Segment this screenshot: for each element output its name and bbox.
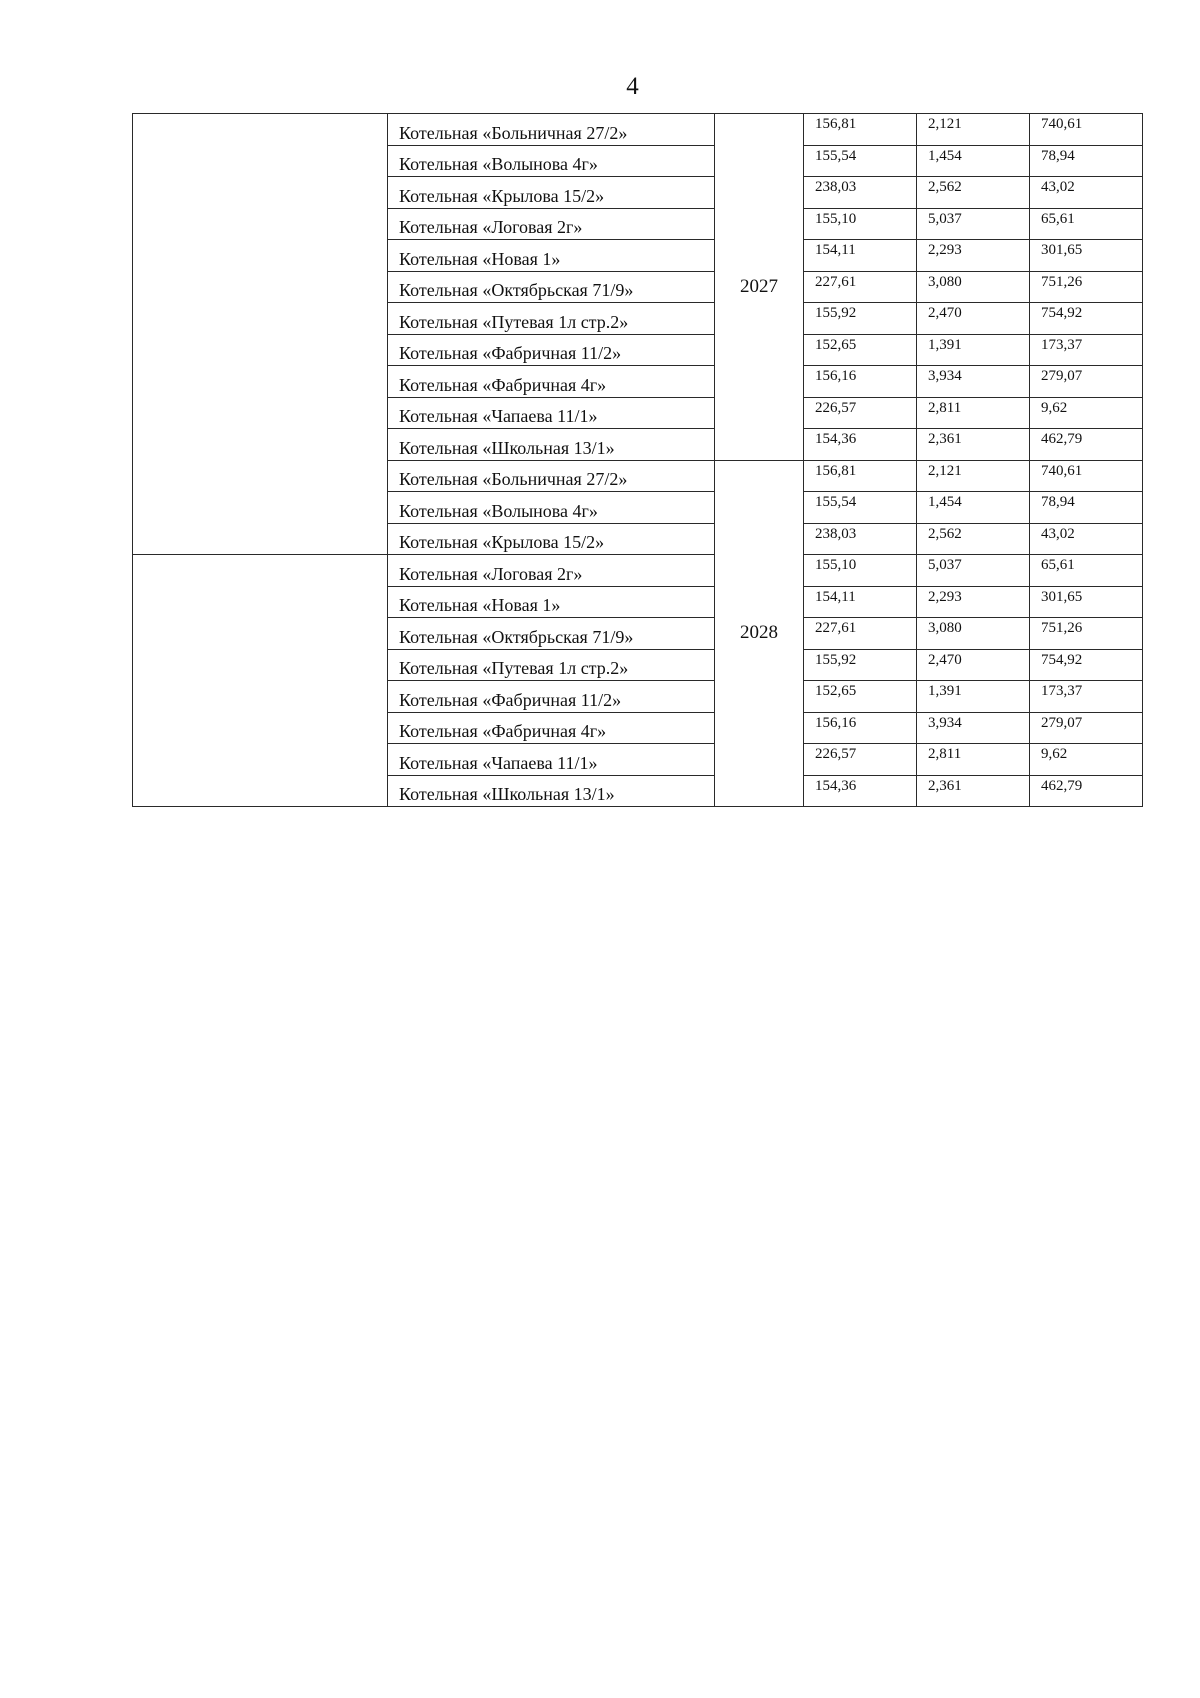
value-cell-v3: 65,61 bbox=[1030, 555, 1143, 587]
boiler-name-cell: Котельная «Путевая 1л стр.2» bbox=[388, 649, 715, 681]
value-cell-v2: 2,562 bbox=[917, 177, 1030, 209]
value-cell-v1: 227,61 bbox=[804, 618, 917, 650]
boiler-name-cell: Котельная «Школьная 13/1» bbox=[388, 775, 715, 807]
value-cell-v1: 238,03 bbox=[804, 177, 917, 209]
value-cell-v2: 3,080 bbox=[917, 271, 1030, 303]
boiler-name-cell: Котельная «Фабричная 11/2» bbox=[388, 334, 715, 366]
value-cell-v3: 754,92 bbox=[1030, 649, 1143, 681]
value-cell-v3: 301,65 bbox=[1030, 586, 1143, 618]
boiler-name-cell: Котельная «Чапаева 11/1» bbox=[388, 744, 715, 776]
value-cell-v2: 2,121 bbox=[917, 114, 1030, 146]
value-cell-v3: 740,61 bbox=[1030, 460, 1143, 492]
value-cell-v2: 2,293 bbox=[917, 586, 1030, 618]
value-cell-v1: 154,36 bbox=[804, 775, 917, 807]
blank-merged-cell bbox=[133, 555, 388, 807]
boiler-name-cell: Котельная «Волынова 4г» bbox=[388, 492, 715, 524]
value-cell-v2: 2,470 bbox=[917, 303, 1030, 335]
value-cell-v2: 1,391 bbox=[917, 334, 1030, 366]
value-cell-v3: 173,37 bbox=[1030, 334, 1143, 366]
value-cell-v3: 43,02 bbox=[1030, 523, 1143, 555]
blank-merged-cell bbox=[133, 114, 388, 555]
boiler-name-cell: Котельная «Фабричная 11/2» bbox=[388, 681, 715, 713]
boiler-name-cell: Котельная «Логовая 2г» bbox=[388, 208, 715, 240]
value-cell-v2: 1,391 bbox=[917, 681, 1030, 713]
value-cell-v1: 226,57 bbox=[804, 397, 917, 429]
boiler-name-cell: Котельная «Школьная 13/1» bbox=[388, 429, 715, 461]
value-cell-v3: 173,37 bbox=[1030, 681, 1143, 713]
value-cell-v1: 155,10 bbox=[804, 208, 917, 240]
boiler-name-cell: Котельная «Чапаева 11/1» bbox=[388, 397, 715, 429]
value-cell-v3: 751,26 bbox=[1030, 271, 1143, 303]
value-cell-v2: 3,934 bbox=[917, 366, 1030, 398]
value-cell-v1: 155,54 bbox=[804, 145, 917, 177]
boiler-name-cell: Котельная «Фабричная 4г» bbox=[388, 366, 715, 398]
value-cell-v3: 754,92 bbox=[1030, 303, 1143, 335]
boiler-name-cell: Котельная «Октябрьская 71/9» bbox=[388, 271, 715, 303]
value-cell-v1: 152,65 bbox=[804, 681, 917, 713]
value-cell-v3: 9,62 bbox=[1030, 744, 1143, 776]
boiler-name-cell: Котельная «Путевая 1л стр.2» bbox=[388, 303, 715, 335]
value-cell-v1: 154,11 bbox=[804, 240, 917, 272]
value-cell-v1: 227,61 bbox=[804, 271, 917, 303]
value-cell-v2: 2,811 bbox=[917, 397, 1030, 429]
value-cell-v1: 156,81 bbox=[804, 114, 917, 146]
table-row bbox=[133, 114, 1143, 146]
page-number: 4 bbox=[626, 73, 639, 100]
value-cell-v1: 155,10 bbox=[804, 555, 917, 587]
value-cell-v3: 78,94 bbox=[1030, 492, 1143, 524]
value-cell-v1: 152,65 bbox=[804, 334, 917, 366]
value-cell-v3: 462,79 bbox=[1030, 429, 1143, 461]
value-cell-v3: 78,94 bbox=[1030, 145, 1143, 177]
value-cell-v2: 5,037 bbox=[917, 208, 1030, 240]
boiler-name-cell: Котельная «Крылова 15/2» bbox=[388, 177, 715, 209]
value-cell-v2: 2,361 bbox=[917, 775, 1030, 807]
value-cell-v3: 751,26 bbox=[1030, 618, 1143, 650]
table-row bbox=[133, 555, 1143, 587]
boiler-name-cell: Котельная «Больничная 27/2» bbox=[388, 460, 715, 492]
value-cell-v3: 301,65 bbox=[1030, 240, 1143, 272]
value-cell-v2: 2,562 bbox=[917, 523, 1030, 555]
boiler-name-cell: Котельная «Больничная 27/2» bbox=[388, 114, 715, 146]
value-cell-v2: 2,361 bbox=[917, 429, 1030, 461]
value-cell-v3: 462,79 bbox=[1030, 775, 1143, 807]
year-cell: 2027 bbox=[715, 114, 804, 461]
boiler-data-table bbox=[132, 113, 1143, 807]
value-cell-v2: 2,121 bbox=[917, 460, 1030, 492]
boiler-name-cell: Котельная «Октябрьская 71/9» bbox=[388, 618, 715, 650]
boiler-name-cell: Котельная «Крылова 15/2» bbox=[388, 523, 715, 555]
boiler-name-cell: Котельная «Новая 1» bbox=[388, 586, 715, 618]
value-cell-v3: 279,07 bbox=[1030, 366, 1143, 398]
value-cell-v1: 154,11 bbox=[804, 586, 917, 618]
value-cell-v1: 154,36 bbox=[804, 429, 917, 461]
boiler-name-cell: Котельная «Волынова 4г» bbox=[388, 145, 715, 177]
table-body bbox=[133, 114, 1143, 807]
value-cell-v2: 1,454 bbox=[917, 145, 1030, 177]
value-cell-v3: 65,61 bbox=[1030, 208, 1143, 240]
value-cell-v1: 238,03 bbox=[804, 523, 917, 555]
boiler-name-cell: Котельная «Новая 1» bbox=[388, 240, 715, 272]
value-cell-v3: 740,61 bbox=[1030, 114, 1143, 146]
value-cell-v1: 156,16 bbox=[804, 366, 917, 398]
boiler-name-cell: Котельная «Логовая 2г» bbox=[388, 555, 715, 587]
value-cell-v1: 156,16 bbox=[804, 712, 917, 744]
value-cell-v2: 2,470 bbox=[917, 649, 1030, 681]
boiler-name-cell: Котельная «Фабричная 4г» bbox=[388, 712, 715, 744]
value-cell-v1: 226,57 bbox=[804, 744, 917, 776]
value-cell-v2: 5,037 bbox=[917, 555, 1030, 587]
value-cell-v2: 3,080 bbox=[917, 618, 1030, 650]
value-cell-v1: 155,92 bbox=[804, 649, 917, 681]
value-cell-v2: 2,811 bbox=[917, 744, 1030, 776]
value-cell-v3: 43,02 bbox=[1030, 177, 1143, 209]
value-cell-v1: 155,92 bbox=[804, 303, 917, 335]
value-cell-v3: 9,62 bbox=[1030, 397, 1143, 429]
value-cell-v2: 1,454 bbox=[917, 492, 1030, 524]
value-cell-v1: 156,81 bbox=[804, 460, 917, 492]
value-cell-v3: 279,07 bbox=[1030, 712, 1143, 744]
value-cell-v2: 2,293 bbox=[917, 240, 1030, 272]
year-cell: 2028 bbox=[715, 460, 804, 807]
value-cell-v1: 155,54 bbox=[804, 492, 917, 524]
value-cell-v2: 3,934 bbox=[917, 712, 1030, 744]
